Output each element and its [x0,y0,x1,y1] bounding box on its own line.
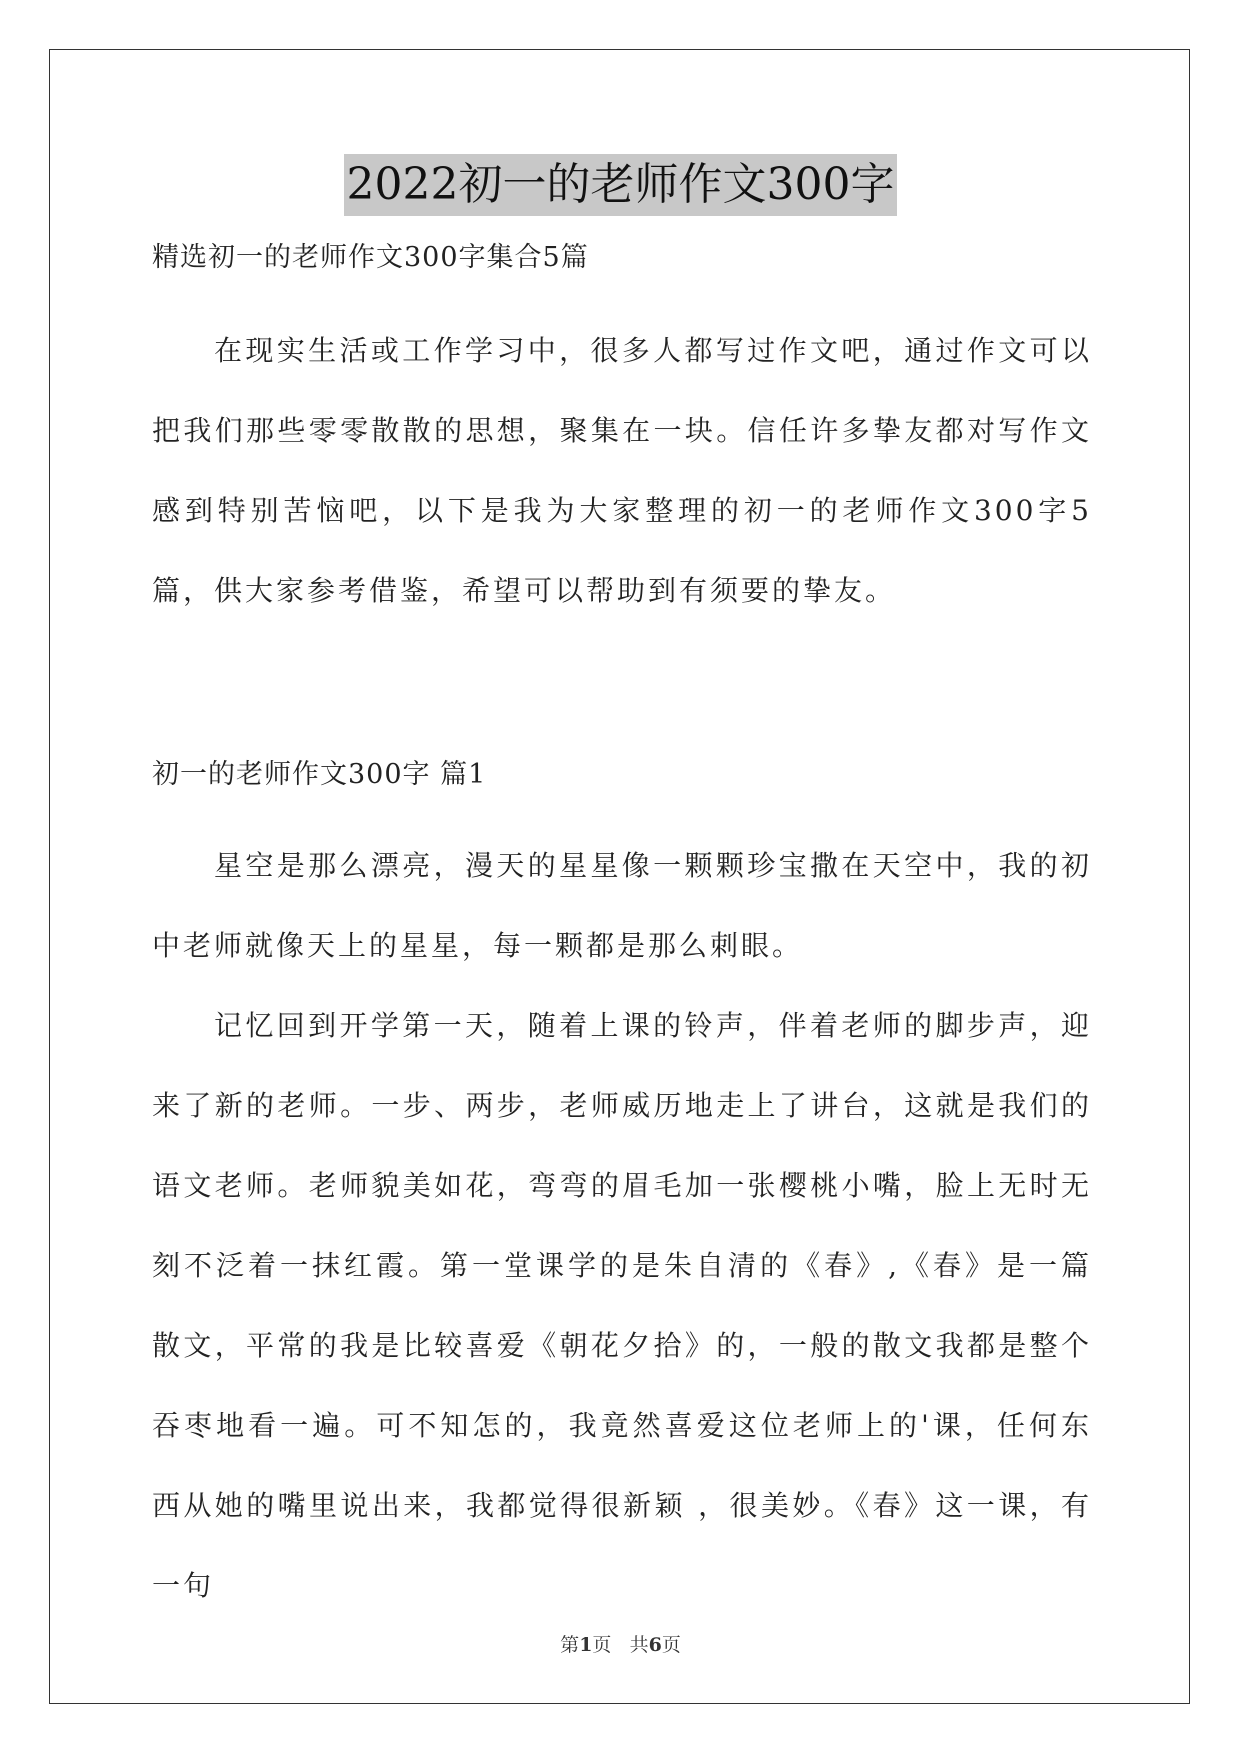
footer-page-number: 1 [579,1634,593,1656]
body-paragraph-1: 星空是那么漂亮，漫天的星星像一颗颗珍宝撒在天空中，我的初中老师就像天上的星星，每一颗都是那么刺眼。 [152,849,1092,962]
intro-paragraph: 在现实生活或工作学习中，很多人都写过作文吧，通过作文可以把我们那些零零散散的思想，聚集在一块。信任许多挚友都对写作文感到特别苦恼吧，以下是我为大家整理的初一的老师作文300字5篇，供大家参考借鉴，希望可以帮助到有须要的挚友。 [152,334,1092,607]
section-heading: 初一的老师作文300字 篇1 [152,759,487,790]
body-paragraph-2: 记忆回到开学第一天，随着上课的铃声，伴着老师的脚步声，迎来了新的老师。一步、两步，老师威历地走上了讲台，这就是我们的语文老师。老师貌美如花，弯弯的眉毛加一张樱桃小嘴，脸上无时无刻不泛着一抹红霞。第一堂课学的是朱自清的《春》,《春》是一篇散文，平常的我是比较喜爱《朝花夕拾》的，一般的散文我都是整个吞枣地看一遍。可不知怎的，我竟然喜爱这位老师上的'课，任何东西从她的嘴里说出来，我都觉得很新颖 ，很美妙。《春》这一课，有一句 [152,1009,1092,1602]
page-footer [0,1632,1241,1658]
document-title: 2022初一的老师作文300字 [344,154,898,216]
footer-total-suffix: 页 [661,1634,681,1656]
document-subtitle: 精选初一的老师作文300字集合5篇 [152,242,589,273]
title-container [0,154,1241,216]
footer-total-prefix: 共 [629,1634,649,1656]
footer-total-pages: 6 [648,1634,662,1656]
footer-page-suffix: 页 [592,1634,612,1656]
footer-page-prefix: 第 [560,1634,580,1656]
